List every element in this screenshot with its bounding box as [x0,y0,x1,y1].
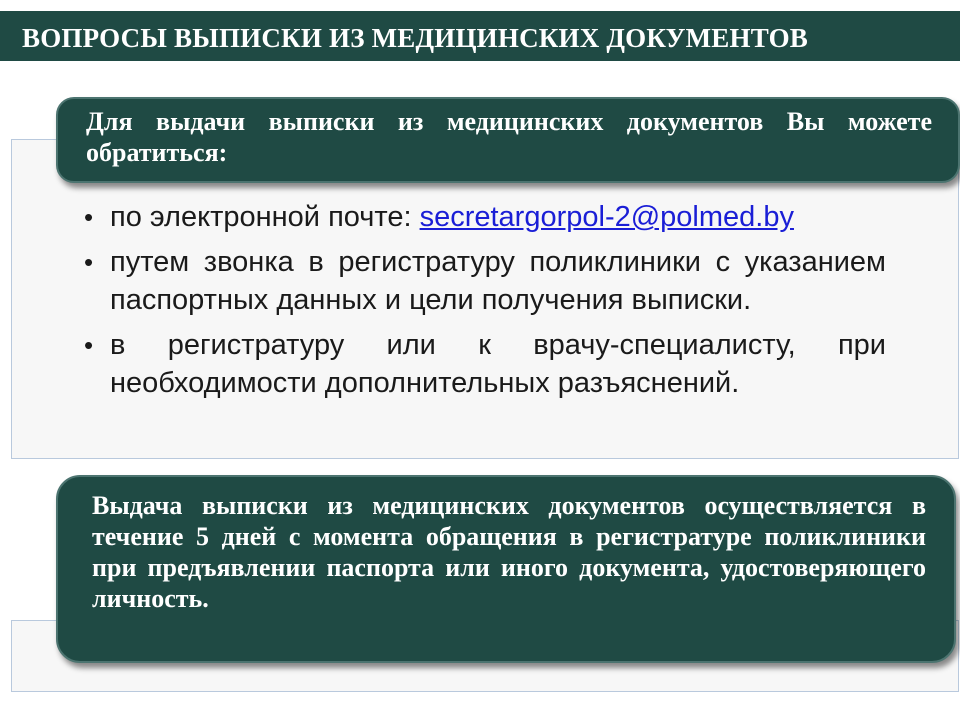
list-item-text: по электронной почте: [110,201,420,233]
page-title: ВОПРОСЫ ВЫПИСКИ ИЗ МЕДИЦИНСКИХ ДОКУМЕНТОВ [22,23,808,53]
bullet-icon: • [84,247,94,277]
list-item-text: в регистратуру или к врачу-специалисту, при необходимости дополнительных разъяснений. [110,329,886,399]
bullet-icon: • [84,330,94,360]
contact-methods-list [84,198,886,409]
list-item-phone [84,243,886,319]
info-text: Выдача выписки из медицинских документов осуществляется в течение 5 дней с момента обращения в регистратуре поликлиники при предъявлении паспорта или иного документа, удостоверяющего личность. [92,491,926,613]
list-item-email [84,198,886,236]
list-item-text: путем звонка в регистратуру поликлиники с указанием паспортных данных и цели получения выписки. [110,246,886,316]
info-box [56,475,956,663]
bullet-icon: • [84,202,94,232]
contact-heading-box [56,97,960,183]
list-item-visit [84,326,886,402]
contact-heading: Для выдачи выписки из медицинских документов Вы можете обратиться: [86,107,932,167]
email-link[interactable]: secretargorpol-2@polmed.by [419,201,794,233]
